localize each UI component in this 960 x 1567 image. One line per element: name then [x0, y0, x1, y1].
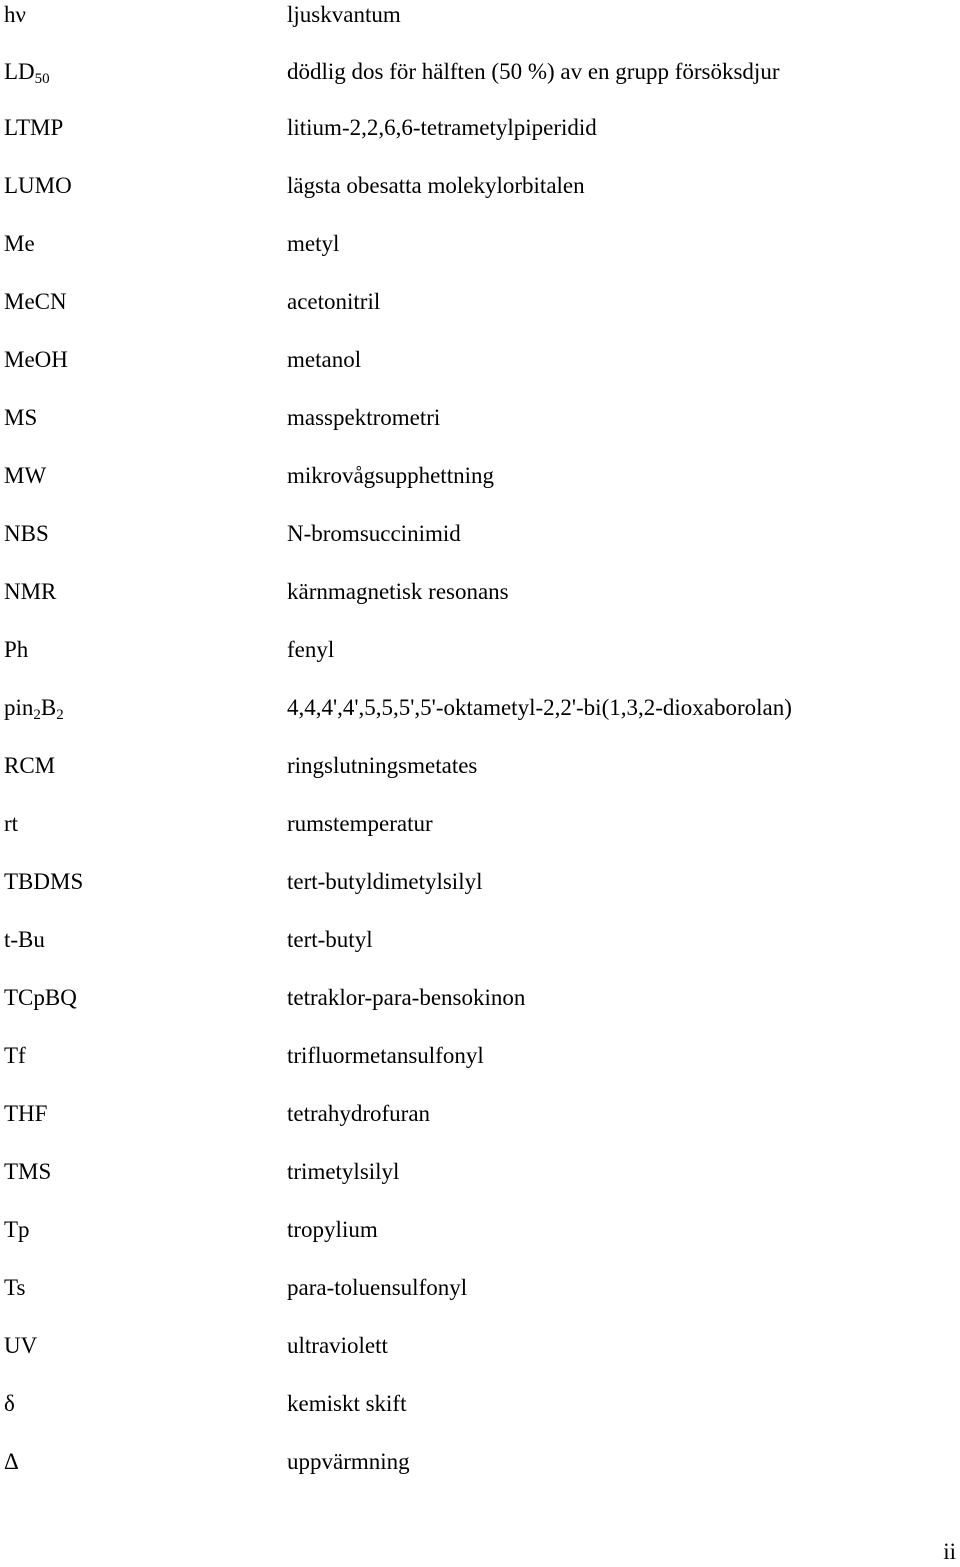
definition: lägsta obesatta molekylorbitalen: [287, 173, 585, 198]
abbreviation: MeOH: [4, 347, 68, 372]
definition: 4,4,4',4',5,5,5',5'-oktametyl-2,2'-bi(1,3,2-dioxaborolan): [287, 695, 792, 720]
definition: kärnmagnetisk resonans: [287, 579, 509, 604]
definition: tert-butyldimetylsilyl: [287, 869, 483, 894]
abbreviation: RCM: [4, 753, 56, 778]
abbreviation: LTMP: [4, 115, 64, 140]
abbreviation: TCpBQ: [4, 985, 77, 1010]
list-item: [0, 1099, 960, 1129]
abbreviation: Me: [4, 231, 35, 256]
abbreviation: $pin_2B_2$: [4, 695, 64, 723]
definition: litium-2,2,6,6-tetrametylpiperidid: [287, 115, 597, 140]
definition: uppvärmning: [287, 1449, 410, 1474]
list-item: [0, 519, 960, 549]
list-item: [0, 287, 960, 317]
abbreviation: hν: [4, 2, 26, 27]
abbreviation-subscript: 50: [34, 71, 50, 87]
abbreviation: UV: [4, 1333, 38, 1358]
abbreviation: THF: [4, 1101, 48, 1126]
definition: metyl: [287, 231, 340, 256]
list-item: [0, 1157, 960, 1187]
list-item: [0, 577, 960, 607]
list-item: [0, 1041, 960, 1071]
list-item: [0, 751, 960, 781]
abbreviation: MW: [4, 463, 47, 488]
abbreviation: MeCN: [4, 289, 67, 314]
list-item: [0, 171, 960, 201]
definition: tetraklor-para-bensokinon: [287, 985, 526, 1010]
list-item: [0, 809, 960, 839]
list-item: [0, 461, 960, 491]
list-item: [0, 1447, 960, 1477]
abbreviation: NMR: [4, 579, 57, 604]
abbreviation: TBDMS: [4, 869, 84, 894]
list-item: [0, 635, 960, 665]
list-item: [0, 1389, 960, 1419]
definition: ringslutningsmetates: [287, 753, 478, 778]
definition: rumstemperatur: [287, 811, 433, 836]
definition: kemiskt skift: [287, 1391, 407, 1416]
definition: fenyl: [287, 637, 335, 662]
abbreviation: Tp: [4, 1217, 30, 1242]
definition: tropylium: [287, 1217, 378, 1242]
list-item: [0, 867, 960, 897]
list-item: [0, 1331, 960, 1361]
definition: metanol: [287, 347, 362, 372]
list-item: [0, 693, 960, 723]
list-item: [0, 1215, 960, 1245]
definition: N-bromsuccinimid: [287, 521, 461, 546]
list-item: [0, 57, 960, 87]
definition: trimetylsilyl: [287, 1159, 400, 1184]
abbreviation: MS: [4, 405, 38, 430]
definition: tert-butyl: [287, 927, 373, 952]
definition: acetonitril: [287, 289, 381, 314]
abbreviation: Δ: [4, 1449, 19, 1474]
page-number: ii: [943, 1539, 956, 1564]
definition: masspektrometri: [287, 405, 441, 430]
abbreviation-subscript: 2: [56, 707, 64, 723]
abbreviation: rt: [4, 811, 19, 836]
abbreviation: Ts: [4, 1275, 26, 1300]
list-item: [0, 983, 960, 1013]
definition: tetrahydrofuran: [287, 1101, 431, 1126]
definition: ultraviolett: [287, 1333, 388, 1358]
list-item: [0, 0, 960, 30]
list-item: [0, 113, 960, 143]
list-item: [0, 403, 960, 433]
definition: mikrovågsupphettning: [287, 463, 494, 488]
abbreviation: TMS: [4, 1159, 52, 1184]
definition: para-toluensulfonyl: [287, 1275, 468, 1300]
list-item: [0, 925, 960, 955]
abbreviation: NBS: [4, 521, 49, 546]
abbreviation: δ: [4, 1391, 15, 1416]
abbreviation: $LD_{50}$: [4, 59, 50, 87]
abbreviation-subscript: 2: [33, 707, 41, 723]
definition: dödlig dos för hälften (50 %) av en grupp försöksdjur: [287, 59, 780, 84]
list-item: [0, 345, 960, 375]
definition: trifluormetansulfonyl: [287, 1043, 484, 1068]
list-item: [0, 229, 960, 259]
abbreviation: Ph: [4, 637, 29, 662]
abbreviation: Tf: [4, 1043, 26, 1068]
abbreviation: t-Bu: [4, 927, 45, 952]
definition: ljuskvantum: [287, 2, 401, 27]
list-item: [0, 1273, 960, 1303]
abbreviation: LUMO: [4, 173, 72, 198]
